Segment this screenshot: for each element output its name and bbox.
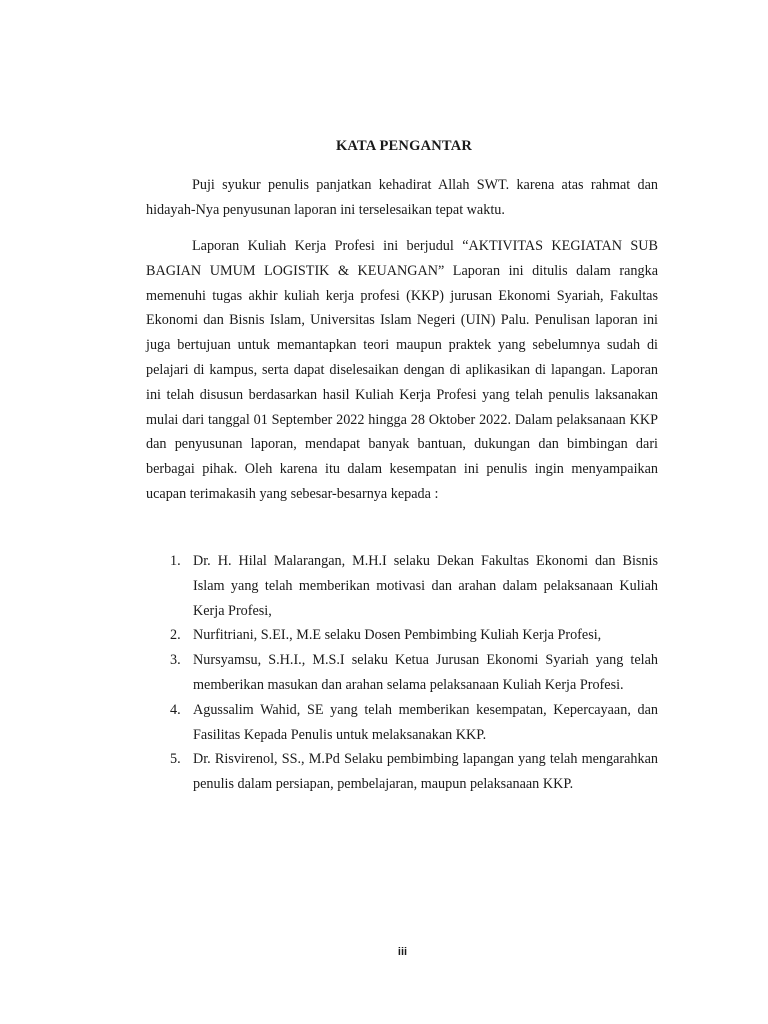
list-item-text: Dr. H. Hilal Malarangan, M.H.I selaku Dekan Fakultas Ekonomi dan Bisnis Islam yang telah memberikan motivasi dan arahan dalam pelaksanaan Kuliah Kerja Profesi, bbox=[193, 553, 658, 619]
list-item bbox=[146, 648, 658, 698]
list-item-text: Dr. Risvirenol, SS., M.Pd Selaku pembimbing lapangan yang telah mengarahkan penulis dalam persiapan, pembelajaran, maupun pelaksanaan KKP. bbox=[193, 751, 658, 793]
list-item-number: 1. bbox=[170, 553, 181, 569]
list-item bbox=[146, 623, 658, 648]
acknowledgement-list bbox=[146, 549, 658, 797]
paragraph-report-description: Laporan Kuliah Kerja Profesi ini berjudul “AKTIVITAS KEGIATAN SUB BAGIAN UMUM LOGISTIK & KEUANGAN” Laporan ini ditulis dalam rangka memenuhi tugas akhir kuliah kerja profesi (KKP) jurusan Ekonomi Syariah, Fakultas Ekonomi dan Bisnis Islam, Universitas Islam Negeri (UIN) Palu. Penulisan laporan ini juga bertujuan untuk memantapkan teori maupun praktek yang sebelumnya sudah di pelajari di kampus, serta dapat diselesaikan dengan di aplikasikan di lapangan. Laporan ini telah disusun berdasarkan hasil Kuliah Kerja Profesi yang telah penulis laksanakan mulai dari tanggal 01 September 2022 hingga 28 Oktober 2022. Dalam pelaksanaan KKP dan penyusunan laporan, mendapat banyak bantuan, dukungan dan bimbingan dari berbagai pihak. Oleh karena itu dalam kesempatan ini penulis ingin menyampaikan ucapan terimakasih yang sebesar-besarnya kepada : bbox=[146, 238, 658, 502]
list-item-text: Nurfitriani, S.EI., M.E selaku Dosen Pembimbing Kuliah Kerja Profesi, bbox=[193, 627, 602, 644]
list-item-text: Nursyamsu, S.H.I., M.S.I selaku Ketua Jurusan Ekonomi Syariah yang telah memberikan masukan dan arahan selama pelaksanaan Kuliah Kerja Profesi. bbox=[193, 652, 658, 693]
list-item bbox=[146, 747, 658, 797]
list-item bbox=[146, 698, 658, 748]
paragraph-opening: Puji syukur penulis panjatkan kehadirat Allah SWT. karena atas rahmat dan hidayah-Nya penyusunan laporan ini terselesaikan tepat waktu. bbox=[146, 177, 658, 218]
list-item-number: 4. bbox=[170, 701, 181, 718]
list-item-text: Agussalim Wahid, SE yang telah memberikan kesempatan, Kepercayaan, dan Fasilitas Kepada Penulis untuk melaksanakan KKP. bbox=[193, 701, 658, 743]
list-item-number: 5. bbox=[170, 751, 181, 768]
list-item-number: 2. bbox=[170, 627, 181, 644]
list-item-number: 3. bbox=[170, 652, 181, 669]
page-number: iii bbox=[397, 946, 408, 958]
page-title: KATA PENGANTAR bbox=[335, 138, 473, 154]
list-item bbox=[146, 549, 658, 623]
